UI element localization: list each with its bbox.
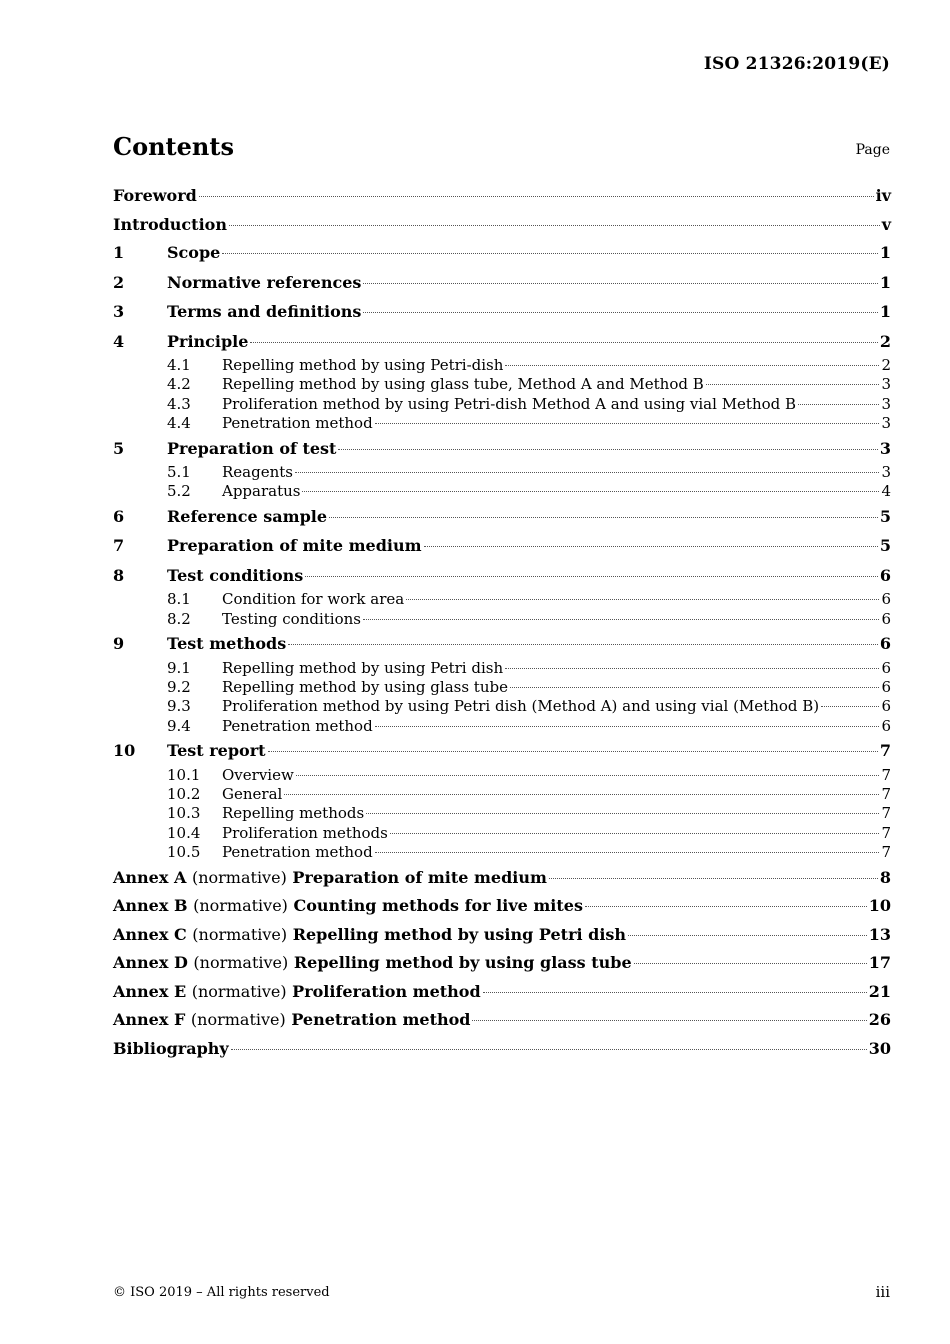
toc-subclause-page: 7 (881, 843, 891, 862)
annex-title: Penetration method (291, 1010, 471, 1030)
dot-leader (483, 992, 867, 993)
toc-subclause-entry[interactable] (113, 785, 891, 804)
toc-entry-page: v (881, 214, 891, 234)
toc-subclause-label: Repelling method by using glass tube (222, 678, 508, 697)
toc-annex-label (113, 949, 632, 978)
toc-annex-label (113, 978, 481, 1007)
annex-title: Preparation of mite medium (292, 867, 547, 887)
toc-clause-label: Reference sample (167, 506, 328, 526)
copyright-notice: © ISO 2019 – All rights reserved (113, 1285, 330, 1300)
toc-subclause-number: 5.1 (167, 463, 191, 482)
dot-leader (706, 384, 880, 385)
toc-annex-page: 8 (879, 867, 891, 887)
annex-type: (normative) (193, 896, 288, 916)
annex-type: (normative) (191, 981, 287, 1001)
dot-leader (406, 599, 879, 600)
toc-subclause-number: 10.2 (167, 785, 201, 804)
toc-entry-foreword[interactable] (113, 182, 891, 211)
toc-subclause-label: Repelling method by using glass tube, Method A and Method B (222, 375, 704, 394)
toc-clause-group (113, 562, 891, 629)
toc-clause-entry[interactable] (113, 503, 891, 532)
toc-subclause-number: 4.1 (167, 356, 191, 374)
toc-subclause-number: 10.5 (167, 843, 201, 862)
toc-clause-entry[interactable] (113, 630, 891, 659)
document-id: ISO 21326:2019(E) (703, 54, 890, 74)
toc-clause-number: 4 (113, 331, 125, 351)
toc-subclause-page: 3 (881, 463, 891, 482)
toc-subclause-entry[interactable] (113, 766, 891, 785)
toc-clause-number: 1 (113, 243, 125, 262)
toc-subclause-label: Repelling method by using Petri-dish (222, 356, 504, 374)
toc-clause-label: Preparation of mite medium (167, 536, 422, 556)
toc-clause-group (113, 239, 891, 268)
dot-leader (424, 546, 878, 547)
dot-leader (199, 196, 874, 197)
toc-subclause-entry[interactable] (113, 610, 891, 629)
toc-subclause-label: Proliferation method by using Petri-dish Method A and using vial Method B (222, 394, 797, 413)
toc-clause-group (113, 298, 891, 327)
toc-clause-page: 5 (879, 536, 891, 556)
dot-leader (472, 1020, 866, 1021)
toc-clause-page: 5 (879, 506, 891, 526)
annex-type: (normative) (192, 924, 288, 944)
toc-clause-entry[interactable] (113, 435, 891, 464)
toc-subclause-entry[interactable] (113, 463, 891, 482)
page-number: iii (875, 1283, 890, 1301)
toc-annex-entry[interactable] (113, 864, 891, 893)
toc-clause-page: 1 (879, 272, 891, 292)
dot-leader (375, 423, 880, 424)
toc-subclause-page: 2 (881, 356, 891, 374)
toc-subclause-number: 10.3 (167, 804, 201, 823)
toc-subclause-page: 6 (881, 697, 891, 716)
dot-leader (288, 644, 878, 645)
toc-subclause-label: Reagents (222, 463, 293, 482)
toc-annex-entry[interactable] (113, 978, 891, 1007)
dot-leader (634, 963, 867, 964)
toc-subclause-label: Proliferation method by using Petri dish (Method A) and using vial (Method B) (222, 697, 820, 716)
toc-entry-introduction[interactable] (113, 211, 891, 240)
toc-subclause-page: 7 (881, 823, 891, 842)
toc-subclause-entry[interactable] (113, 590, 891, 609)
dot-leader (302, 491, 879, 492)
toc-clause-label: Test conditions (167, 565, 304, 585)
toc-annex-label (113, 892, 583, 921)
toc-subclause-entry[interactable] (113, 659, 891, 678)
toc-clause-label: Preparation of test (167, 438, 337, 458)
dot-leader (549, 878, 878, 879)
toc-clause-group (113, 503, 891, 532)
toc-subclause-label: Testing conditions (222, 609, 361, 628)
toc-subclause-number: 10.1 (167, 765, 201, 784)
dot-leader (305, 576, 878, 577)
toc-subclause-entry[interactable] (113, 804, 891, 823)
toc-subclause-entry[interactable] (113, 697, 891, 716)
toc-clause-entry[interactable] (113, 328, 891, 357)
toc-annex-page: 10 (868, 896, 891, 916)
toc-entry-label: Foreword (113, 186, 197, 205)
toc-subclause-entry[interactable] (113, 395, 891, 414)
dot-leader (505, 365, 879, 366)
dot-leader (585, 906, 867, 907)
toc-clause-number: 7 (113, 536, 125, 556)
toc-clause-number: 6 (113, 506, 125, 526)
page-title: Contents (113, 132, 234, 161)
toc-subclause-page: 6 (881, 716, 891, 735)
toc-subclause-number: 9.3 (167, 697, 191, 716)
toc-subclause-number: 9.4 (167, 716, 191, 735)
toc-annex-page: 26 (868, 1010, 891, 1030)
toc-subclause-number: 9.1 (167, 658, 191, 677)
dot-leader (268, 751, 878, 752)
annex-name: Annex E (113, 981, 187, 1001)
toc-annex-entry[interactable] (113, 892, 891, 921)
toc-clause-group (113, 328, 891, 434)
toc-subclause-number: 4.2 (167, 375, 191, 394)
toc-subclause-entry[interactable] (113, 824, 891, 843)
dot-leader (510, 687, 879, 688)
toc-clause-page: 6 (879, 634, 891, 654)
toc-clause-page: 3 (879, 438, 891, 458)
dot-leader (505, 668, 879, 669)
table-of-contents (113, 182, 891, 1063)
toc-subclause-number: 9.2 (167, 678, 191, 697)
toc-clause-number: 10 (113, 741, 136, 761)
dot-leader (375, 726, 880, 727)
toc-clause-label: Principle (167, 331, 249, 351)
dot-leader (375, 852, 880, 853)
toc-clause-number: 5 (113, 438, 125, 458)
toc-subclause-entry[interactable] (113, 843, 891, 862)
toc-annex-page: 13 (868, 924, 891, 944)
toc-clause-page: 6 (879, 565, 891, 585)
toc-subclause-number: 4.3 (167, 394, 191, 413)
toc-subclause-entry[interactable] (113, 375, 891, 394)
annex-name: Annex C (113, 924, 187, 944)
toc-annex-label (113, 921, 626, 950)
toc-clause-label: Normative references (167, 272, 362, 292)
dot-leader (363, 619, 879, 620)
annex-type: (normative) (191, 867, 287, 887)
annex-name: Annex F (113, 1010, 186, 1030)
toc-subclause-label: Repelling methods (222, 804, 365, 823)
dot-leader (250, 342, 877, 343)
toc-subclause-page: 4 (881, 482, 891, 501)
toc-annex-label (113, 864, 547, 893)
toc-clause-label: Terms and definitions (167, 302, 362, 321)
toc-clause-entry[interactable] (113, 562, 891, 591)
toc-annex-label (113, 1006, 470, 1035)
toc-subclause-entry[interactable] (113, 482, 891, 501)
toc-subclause-label: Penetration method (222, 414, 373, 433)
toc-subclause-label: Penetration method (222, 716, 373, 735)
toc-clause-page: 7 (879, 741, 891, 761)
toc-subclause-page: 6 (881, 590, 891, 609)
toc-subclause-page: 7 (881, 765, 891, 784)
annex-title: Counting methods for live mites (293, 896, 583, 916)
toc-subclause-page: 7 (881, 785, 891, 804)
toc-subclause-page: 3 (881, 375, 891, 394)
dot-leader (390, 833, 880, 834)
dot-leader (229, 225, 880, 226)
dot-leader (295, 472, 879, 473)
page-column-label: Page (855, 142, 890, 158)
toc-clause-group (113, 532, 891, 561)
toc-clause-number: 2 (113, 272, 125, 292)
toc-clause-label: Test methods (167, 634, 287, 654)
toc-clause-number: 8 (113, 565, 125, 585)
dot-leader (798, 404, 879, 405)
toc-subclause-page: 6 (881, 678, 891, 697)
toc-clause-label: Scope (167, 243, 221, 262)
toc-subclause-page: 6 (881, 609, 891, 628)
toc-clause-group (113, 737, 891, 862)
dot-leader (363, 283, 877, 284)
toc-subclause-label: Proliferation methods (222, 823, 388, 842)
toc-clause-group (113, 630, 891, 736)
toc-clause-group (113, 269, 891, 298)
toc-subclause-entry[interactable] (113, 678, 891, 697)
toc-subclause-label: Overview (222, 765, 294, 784)
dot-leader (628, 935, 867, 936)
annex-name: Annex A (113, 867, 187, 887)
toc-subclause-page: 3 (881, 414, 891, 433)
toc-annex-entry[interactable] (113, 921, 891, 950)
toc-subclause-label: Repelling method by using Petri dish (222, 658, 504, 677)
dot-leader (338, 449, 877, 450)
toc-clause-entry[interactable] (113, 269, 891, 298)
toc-subclause-page: 3 (881, 394, 891, 413)
toc-entry-label: Introduction (113, 214, 227, 234)
annex-title: Proliferation method (292, 981, 481, 1001)
toc-subclause-number: 4.4 (167, 414, 191, 433)
toc-subclause-entry[interactable] (113, 414, 891, 433)
annex-name: Annex B (113, 896, 188, 916)
toc-subclause-label: Apparatus (222, 482, 301, 501)
toc-subclause-entry[interactable] (113, 356, 891, 375)
toc-clause-page: 1 (879, 302, 891, 321)
dot-leader (231, 1049, 867, 1050)
dot-leader (366, 813, 879, 814)
dot-leader (222, 253, 878, 254)
toc-subclause-label: Penetration method (222, 843, 373, 862)
toc-annex-entry[interactable] (113, 949, 891, 978)
toc-subclause-entry[interactable] (113, 717, 891, 736)
toc-subclause-label: Condition for work area (222, 590, 405, 609)
annex-title: Repelling method by using Petri dish (292, 924, 627, 944)
toc-annex-page: 21 (868, 981, 891, 1001)
toc-clause-label: Test report (167, 741, 266, 761)
toc-subclause-number: 8.2 (167, 609, 191, 628)
toc-entry-label: Bibliography (113, 1038, 229, 1058)
annex-type: (normative) (190, 1010, 286, 1030)
toc-subclause-page: 6 (881, 658, 891, 677)
dot-leader (363, 312, 877, 313)
toc-subclause-number: 8.1 (167, 590, 191, 609)
toc-clause-entry[interactable] (113, 737, 891, 766)
toc-clause-page: 1 (879, 243, 891, 262)
toc-clause-number: 9 (113, 634, 125, 654)
dot-leader (296, 775, 880, 776)
toc-clause-entry[interactable] (113, 239, 891, 268)
toc-annex-entry[interactable] (113, 1006, 891, 1035)
toc-subclause-label: General (222, 785, 283, 804)
dot-leader (284, 794, 879, 795)
toc-clause-entry[interactable] (113, 532, 891, 561)
dot-leader (821, 706, 879, 707)
toc-entry-page: 30 (868, 1038, 891, 1058)
dot-leader (329, 517, 878, 518)
toc-clause-group (113, 435, 891, 502)
toc-clause-number: 3 (113, 302, 125, 321)
toc-annex-page: 17 (868, 953, 891, 973)
toc-subclause-number: 10.4 (167, 823, 201, 842)
annex-type: (normative) (193, 953, 289, 973)
toc-subclause-number: 5.2 (167, 482, 191, 501)
annex-title: Repelling method by using glass tube (293, 953, 632, 973)
toc-entry-page: iv (875, 186, 891, 205)
toc-clause-page: 2 (879, 331, 891, 351)
toc-clause-entry[interactable] (113, 298, 891, 327)
toc-subclause-page: 7 (881, 804, 891, 823)
toc-entry-bibliography[interactable] (113, 1035, 891, 1064)
annex-name: Annex D (113, 953, 188, 973)
